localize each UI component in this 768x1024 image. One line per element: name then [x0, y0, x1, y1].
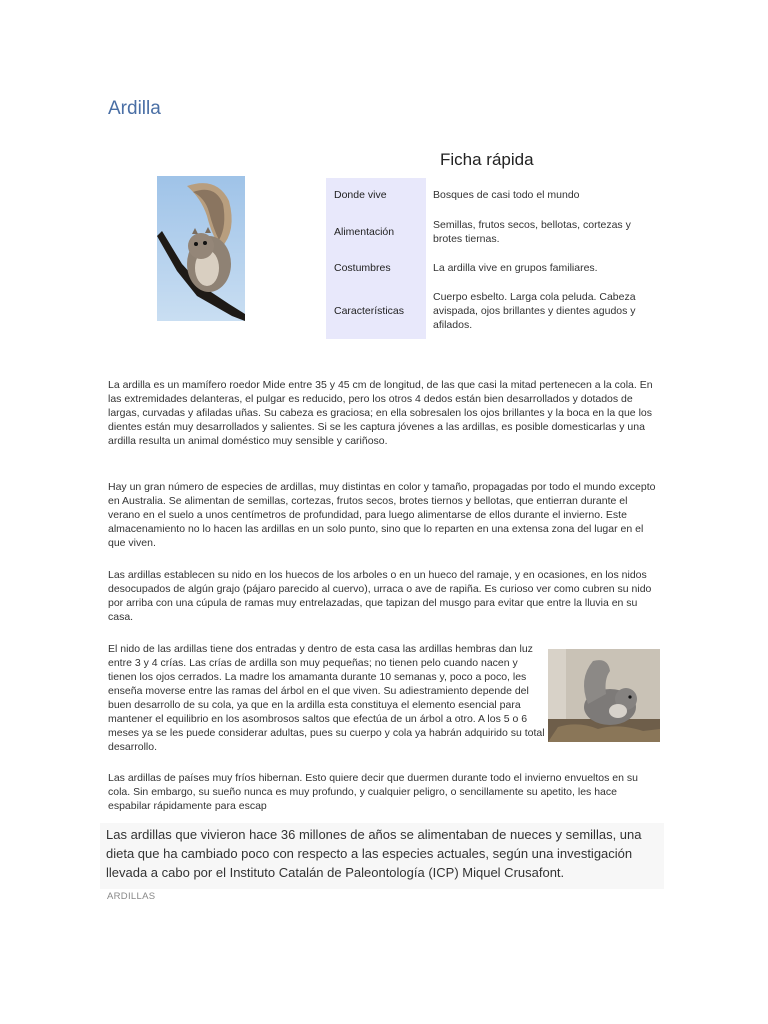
body-paragraph: Las ardillas establecen su nido en los huecos de los arboles o en un hueco del ramaje, y en ocasiones, en los nidos desocupados de algún grajo (pájaro parecido al cuervo), urraca o ave de rapiña. Es curioso ver como cubren su nido por arriba con una cúpula de ramas muy entrelazadas, que tapizan del musgo para evitar que entre la lluvia en su casa.	[108, 569, 652, 623]
squirrel-on-branch-photo	[157, 176, 245, 321]
body-paragraph: Las ardillas de países muy fríos hibernan. Esto quiere decir que duermen durante todo el invierno envueltos en su cola. Sin embargo, su sueño nunca es muy profundo, y cualquier peligro, o sencillamente su apetito, les hace espabilar rápidamente para escap	[108, 772, 638, 812]
squirrel-eating-photo	[548, 649, 660, 742]
body-paragraph: El nido de las ardillas tiene dos entradas y dentro de esta casa las ardillas hembras dan luz entre 3 y 4 crías. Las crías de ardilla son muy pequeñas; no tienen pelo cuando nacen y tienen los ojos cerrados. La madre los amamanta durante 10 semanas y, poco a poco, les enseña moverse entre las ramas del árbol en el que viven. Su adiestramiento depende del buen desarrollo de su cola, ya que en la ardilla esta constituya el elemento esencial para mantener el equilibrio en los asombrosos saltos que efectúa de un árbol a otro. A los 5 o 6 meses ya se les puede considerar adultas, pues su cuerpo y cola ya habrán adquirido su total desarrollo.	[108, 643, 545, 753]
fact-label: Donde vive	[326, 178, 426, 211]
fact-label: Costumbres	[326, 253, 426, 283]
fact-row	[326, 283, 644, 339]
fact-label: Alimentación	[326, 211, 426, 253]
body-paragraph: La ardilla es un mamífero roedor Mide entre 35 y 45 cm de longitud, de las que casi la mitad pertenecen a la cola. En las extremidades delanteras, el pulgar es reducido, pero los otros 4 dedos están bien desarrollados y dotados de largas, curvadas y afiladas uñas. Su cabeza es graciosa; en ella sobresalen los ojos brillantes y la boca en la que los dientes están muy desarrollados y salientes. Si se les captura jóvenes a las ardillas, es posible domesticarlas y una ardilla resulta un animal doméstico muy sensible y cariñoso.	[108, 379, 653, 447]
fact-value: Cuerpo esbelto. Larga cola peluda. Cabeza avispada, ojos brillantes y dientes agudos y afilados.	[433, 291, 636, 331]
highlight-quote: Las ardillas que vivieron hace 36 millones de años se alimentaban de nueces y semillas, una dieta que ha cambiado poco con respecto a las especies actuales, según una investigación llevada a cabo por el Instituto Catalán de Paleontología (ICP) Miquel Crusafont.	[100, 823, 664, 889]
fact-value: La ardilla vive en grupos familiares.	[433, 262, 598, 274]
fact-row	[326, 253, 644, 283]
fact-label: Características	[326, 283, 426, 339]
fact-value: Semillas, frutos secos, bellotas, cortezas y brotes tiernas.	[433, 219, 631, 245]
fact-row	[326, 211, 644, 253]
body-paragraph: Hay un gran número de especies de ardillas, muy distintas en color y tamaño, propagadas por todo el mundo excepto en Australia. Se alimentan de semillas, cortezas, frutos secos, brotes tiernos y bellotas, que entierran durante el verano en el suelo a unos centímetros de profundidad, para luego alimentarse de ellos durante el invierno. Este almacenamiento no lo hacen las ardillas en un solo punto, sino que lo reparten en una extensa zona del lugar en el que viven.	[108, 481, 656, 549]
quick-facts-title: Ficha rápida	[440, 150, 534, 169]
page-title: Ardilla	[108, 98, 161, 119]
category-tag[interactable]: ARDILLAS	[107, 891, 156, 902]
quick-facts-table	[326, 178, 644, 339]
fact-row	[326, 178, 644, 211]
fact-value: Bosques de casi todo el mundo	[433, 188, 580, 201]
